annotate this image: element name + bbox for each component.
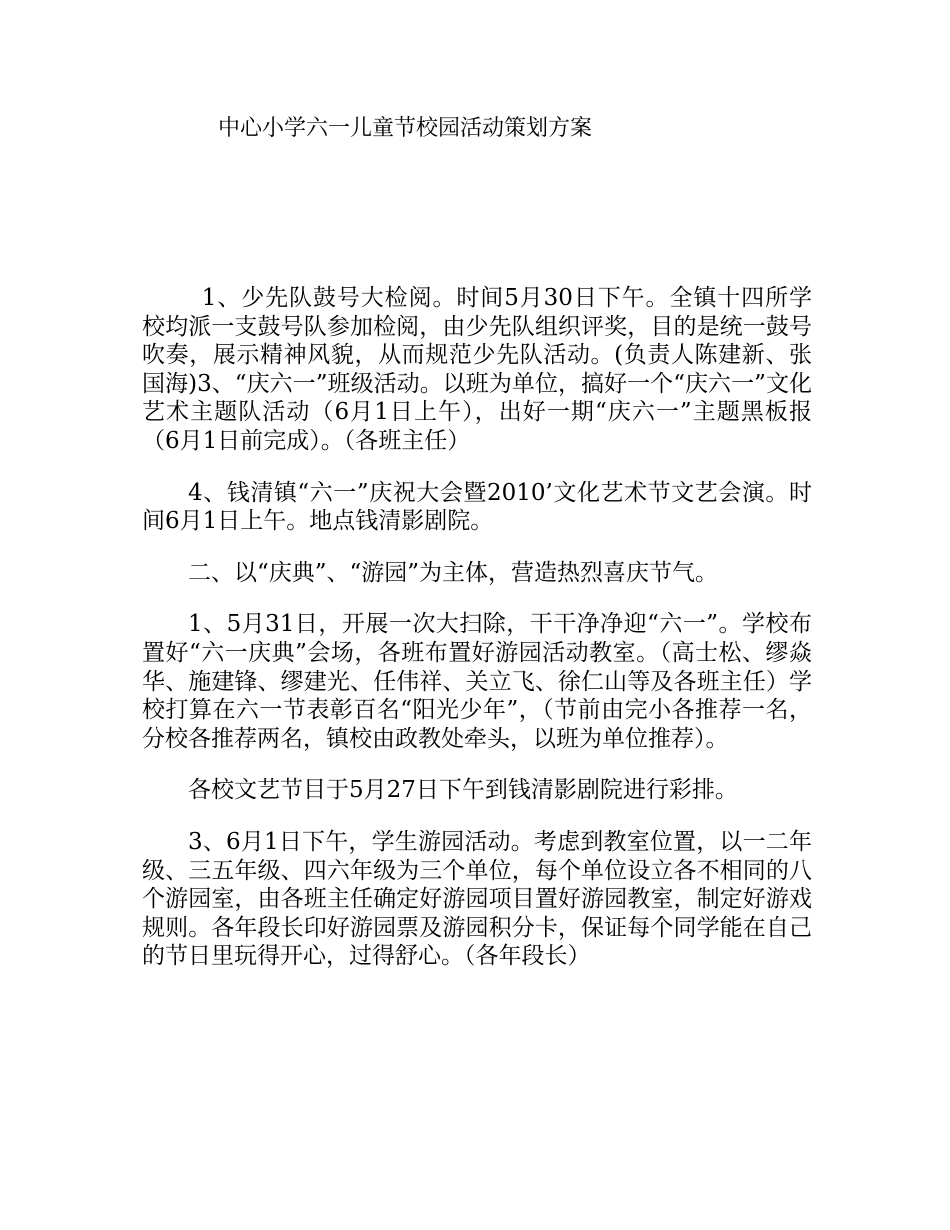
paragraph-rehearsal: 各校文艺节目于5月27日下午到钱清影剧院进行彩排。 <box>188 777 738 804</box>
paragraph-celebration-performance: 4、钱清镇“六一”庆祝大会暨2010’文化艺术节文艺会演。时间6月1日上午。地点钱清影剧院。 <box>142 479 812 535</box>
document-body <box>142 284 812 994</box>
paragraph-garden-party: 3、6月1日下午，学生游园活动。考虑到教室位置，以一二年级、三五年级、四六年级为三个单位，每个单位设立各不相同的八个游园室，由各班主任确定好游园项目置好游园教室，制定好游戏规则。各年段长印好游园票及游园积分卡，保证每个同学能在自己的节日里玩得开心，过得舒心。（各年段长） <box>142 828 812 970</box>
paragraph-cleanup-and-awards: 1、5月31日，开展一次大扫除，干干净净迎“六一”。学校布置好“六一庆典”会场，各班布置好游园活动教室。（高士松、缪焱华、施建锋、缪建光、任伟祥、关立飞、徐仁山等及各班主任）学校打算在六一节表彰百名“阳光少年”，（节前由完小各推荐一名，分校各推荐两名，镇校由政教处牵头，以班为单位推荐）。 <box>142 611 812 752</box>
document-title: 中心小学六一儿童节校园活动策划方案 <box>218 116 593 141</box>
paragraph-drum-review: 1、少先队鼓号大检阅。时间5月30日下午。全镇十四所学校均派一支鼓号队参加检阅，由少先队组织评奖，目的是统一鼓号吹奏，展示精神风貌，从而规范少先队活动。(负责人陈建新、张国海)3、“庆六一”班级活动。以班为单位，搞好一个“庆六一”文化艺术主题队活动（6月1日上午），出好一期“庆六一”主题黑板报（6月1日前完成）。（各班主任） <box>142 285 812 454</box>
paragraph-section-heading: 二、以“庆典”、“游园”为主体，营造热烈喜庆节气。 <box>188 559 719 586</box>
